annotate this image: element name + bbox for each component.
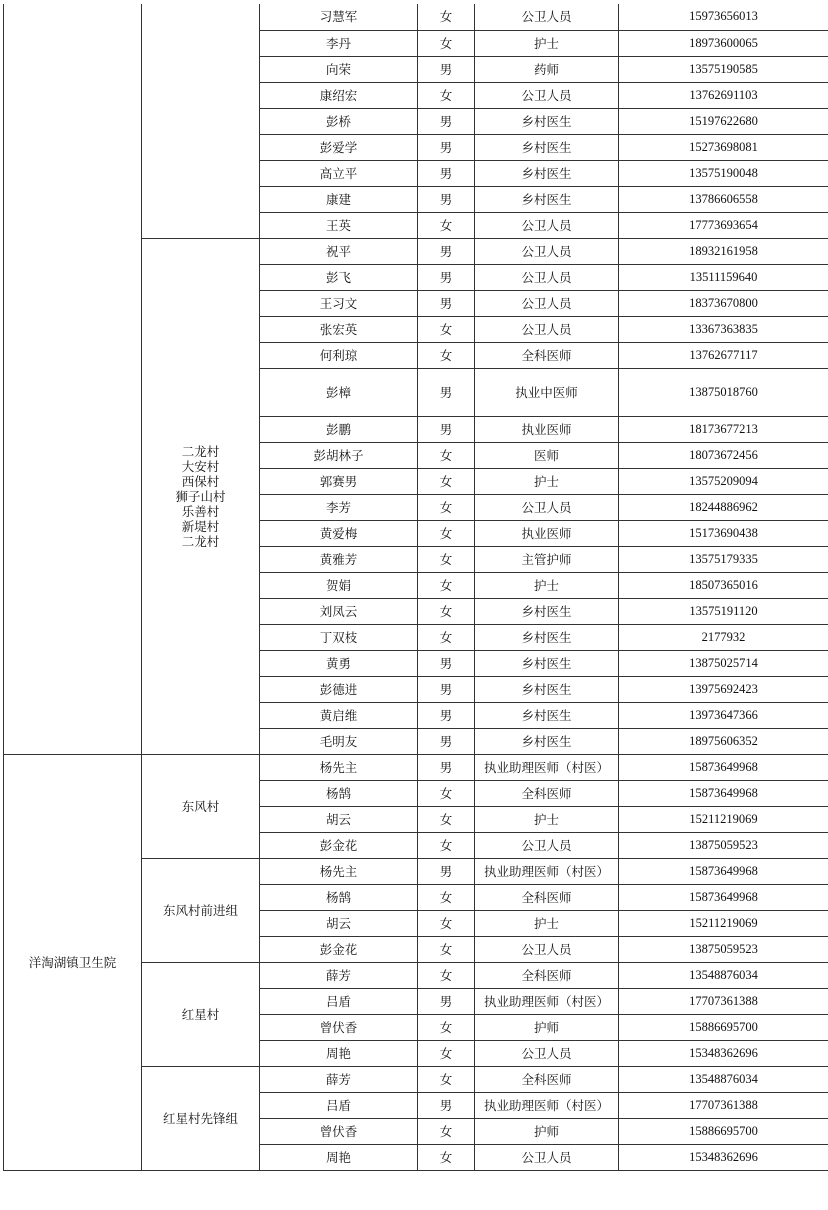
staff-gender: 女	[418, 572, 475, 598]
staff-name: 彭金花	[260, 832, 418, 858]
staff-gender: 女	[418, 342, 475, 368]
staff-phone: 15873649968	[619, 884, 828, 910]
staff-name: 张宏英	[260, 316, 418, 342]
staff-phone: 18932161958	[619, 238, 828, 264]
staff-name: 薛芳	[260, 1066, 418, 1092]
staff-gender: 女	[418, 1144, 475, 1170]
staff-gender: 女	[418, 1118, 475, 1144]
staff-name: 黄爱梅	[260, 520, 418, 546]
staff-phone: 13575209094	[619, 468, 828, 494]
staff-role: 护士	[475, 572, 619, 598]
staff-gender: 女	[418, 910, 475, 936]
staff-role: 公卫人员	[475, 212, 619, 238]
staff-role: 主管护师	[475, 546, 619, 572]
staff-gender: 男	[418, 238, 475, 264]
staff-name: 王习文	[260, 290, 418, 316]
staff-role: 乡村医生	[475, 134, 619, 160]
staff-role: 公卫人员	[475, 264, 619, 290]
staff-phone: 13511159640	[619, 264, 828, 290]
staff-phone: 15873649968	[619, 754, 828, 780]
staff-name: 毛明友	[260, 728, 418, 754]
staff-phone: 15273698081	[619, 134, 828, 160]
staff-gender: 女	[418, 1040, 475, 1066]
staff-phone: 13575190585	[619, 56, 828, 82]
staff-gender: 男	[418, 988, 475, 1014]
staff-gender: 男	[418, 290, 475, 316]
staff-gender: 女	[418, 494, 475, 520]
staff-phone: 13367363835	[619, 316, 828, 342]
staff-name: 彭金花	[260, 936, 418, 962]
staff-gender: 女	[418, 82, 475, 108]
staff-name: 曾伏香	[260, 1014, 418, 1040]
staff-role: 药师	[475, 56, 619, 82]
staff-role: 乡村医生	[475, 598, 619, 624]
staff-name: 吕盾	[260, 1092, 418, 1118]
staff-name: 周艳	[260, 1040, 418, 1066]
staff-role: 护师	[475, 1014, 619, 1040]
village-hongxing-xianfeng: 红星村先锋组	[142, 1066, 260, 1170]
staff-role: 全科医师	[475, 1066, 619, 1092]
staff-name: 周艳	[260, 1144, 418, 1170]
staff-gender: 女	[418, 936, 475, 962]
staff-phone: 18073672456	[619, 442, 828, 468]
staff-phone: 13762677117	[619, 342, 828, 368]
staff-phone: 13875059523	[619, 936, 828, 962]
staff-gender: 男	[418, 264, 475, 290]
village-name: 二龙村	[181, 443, 220, 459]
staff-phone: 15873649968	[619, 780, 828, 806]
staff-name: 彭飞	[260, 264, 418, 290]
staff-phone: 13548876034	[619, 962, 828, 988]
staff-role: 护士	[475, 910, 619, 936]
staff-phone: 13548876034	[619, 1066, 828, 1092]
staff-gender: 男	[418, 108, 475, 134]
staff-name: 黄启维	[260, 702, 418, 728]
staff-gender: 女	[418, 832, 475, 858]
village-dongfeng: 东风村	[142, 754, 260, 858]
village-name: 乐善村	[181, 503, 220, 519]
staff-roster-table	[3, 4, 828, 1171]
staff-name: 黄雅芳	[260, 546, 418, 572]
staff-role: 乡村医生	[475, 160, 619, 186]
staff-phone: 13875059523	[619, 832, 828, 858]
staff-phone: 13973647366	[619, 702, 828, 728]
staff-role: 乡村医生	[475, 728, 619, 754]
village-dongfeng-qianjin: 东风村前进组	[142, 858, 260, 962]
staff-name: 向荣	[260, 56, 418, 82]
staff-role: 医师	[475, 442, 619, 468]
staff-name: 丁双枝	[260, 624, 418, 650]
roster-body	[4, 4, 828, 1170]
village-cell-continued	[142, 4, 260, 238]
staff-gender: 女	[418, 316, 475, 342]
staff-role: 公卫人员	[475, 936, 619, 962]
staff-gender: 女	[418, 212, 475, 238]
staff-role: 全科医师	[475, 780, 619, 806]
staff-gender: 女	[418, 780, 475, 806]
staff-name: 吕盾	[260, 988, 418, 1014]
staff-name: 彭鹏	[260, 416, 418, 442]
staff-name: 彭胡林子	[260, 442, 418, 468]
staff-gender: 男	[418, 858, 475, 884]
staff-gender: 男	[418, 56, 475, 82]
village-name: 西保村	[181, 473, 220, 489]
staff-role: 执业助理医师（村医）	[475, 754, 619, 780]
staff-phone: 15886695700	[619, 1014, 828, 1040]
staff-gender: 女	[418, 4, 475, 30]
staff-name: 贺娟	[260, 572, 418, 598]
village-name: 大安村	[181, 458, 220, 474]
staff-phone: 18507365016	[619, 572, 828, 598]
staff-phone: 15973656013	[619, 4, 828, 30]
staff-role: 公卫人员	[475, 316, 619, 342]
staff-gender: 女	[418, 520, 475, 546]
staff-gender: 女	[418, 598, 475, 624]
staff-phone: 13875018760	[619, 368, 828, 416]
staff-phone: 15211219069	[619, 806, 828, 832]
staff-name: 杨先主	[260, 754, 418, 780]
staff-gender: 男	[418, 1092, 475, 1118]
staff-role: 乡村医生	[475, 650, 619, 676]
staff-gender: 男	[418, 702, 475, 728]
staff-role: 公卫人员	[475, 1040, 619, 1066]
staff-phone: 15873649968	[619, 858, 828, 884]
staff-phone: 13875025714	[619, 650, 828, 676]
staff-phone: 15197622680	[619, 108, 828, 134]
staff-name: 黄勇	[260, 650, 418, 676]
staff-gender: 男	[418, 416, 475, 442]
village-hongxing: 红星村	[142, 962, 260, 1066]
staff-name: 薛芳	[260, 962, 418, 988]
staff-phone: 13975692423	[619, 676, 828, 702]
staff-role: 护士	[475, 30, 619, 56]
staff-name: 彭德进	[260, 676, 418, 702]
staff-phone: 15886695700	[619, 1118, 828, 1144]
staff-role: 执业助理医师（村医）	[475, 1092, 619, 1118]
staff-role: 护士	[475, 806, 619, 832]
staff-name: 习慧军	[260, 4, 418, 30]
staff-role: 全科医师	[475, 342, 619, 368]
staff-role: 执业助理医师（村医）	[475, 988, 619, 1014]
staff-gender: 女	[418, 546, 475, 572]
staff-phone: 18973600065	[619, 30, 828, 56]
staff-role: 乡村医生	[475, 702, 619, 728]
staff-role: 公卫人员	[475, 82, 619, 108]
staff-gender: 男	[418, 754, 475, 780]
staff-role: 公卫人员	[475, 290, 619, 316]
staff-name: 王英	[260, 212, 418, 238]
staff-gender: 男	[418, 160, 475, 186]
staff-role: 执业中医师	[475, 368, 619, 416]
staff-gender: 男	[418, 728, 475, 754]
hospital-cell-continued	[4, 4, 142, 754]
staff-gender: 女	[418, 442, 475, 468]
document-page	[3, 4, 828, 1171]
hospital-name: 洋淘湖镇卫生院	[4, 754, 142, 1170]
staff-gender: 男	[418, 134, 475, 160]
staff-role: 护士	[475, 468, 619, 494]
staff-role: 公卫人员	[475, 238, 619, 264]
staff-gender: 女	[418, 468, 475, 494]
table-row	[4, 754, 828, 780]
staff-phone: 17773693654	[619, 212, 828, 238]
staff-name: 何利琼	[260, 342, 418, 368]
staff-phone: 13786606558	[619, 186, 828, 212]
staff-name: 康绍宏	[260, 82, 418, 108]
staff-phone: 18244886962	[619, 494, 828, 520]
staff-name: 康建	[260, 186, 418, 212]
staff-role: 公卫人员	[475, 832, 619, 858]
staff-name: 杨鹄	[260, 780, 418, 806]
staff-gender: 男	[418, 186, 475, 212]
staff-name: 杨先主	[260, 858, 418, 884]
staff-phone: 2177932	[619, 624, 828, 650]
staff-name: 彭桥	[260, 108, 418, 134]
staff-phone: 15348362696	[619, 1040, 828, 1066]
staff-phone: 18173677213	[619, 416, 828, 442]
staff-phone: 13575190048	[619, 160, 828, 186]
staff-role: 乡村医生	[475, 108, 619, 134]
staff-role: 乡村医生	[475, 676, 619, 702]
table-row	[4, 4, 828, 30]
staff-phone: 17707361388	[619, 1092, 828, 1118]
staff-role: 公卫人员	[475, 4, 619, 30]
staff-role: 乡村医生	[475, 624, 619, 650]
staff-phone: 13575179335	[619, 546, 828, 572]
staff-role: 执业医师	[475, 416, 619, 442]
staff-name: 曾伏香	[260, 1118, 418, 1144]
staff-role: 护师	[475, 1118, 619, 1144]
staff-name: 刘凤云	[260, 598, 418, 624]
staff-phone: 13575191120	[619, 598, 828, 624]
staff-name: 李丹	[260, 30, 418, 56]
staff-name: 胡云	[260, 806, 418, 832]
staff-phone: 15211219069	[619, 910, 828, 936]
staff-gender: 女	[418, 30, 475, 56]
staff-name: 祝平	[260, 238, 418, 264]
staff-phone: 13762691103	[619, 82, 828, 108]
staff-role: 全科医师	[475, 962, 619, 988]
staff-gender: 女	[418, 624, 475, 650]
staff-name: 郭赛男	[260, 468, 418, 494]
staff-name: 彭樟	[260, 368, 418, 416]
staff-role: 乡村医生	[475, 186, 619, 212]
staff-phone: 17707361388	[619, 988, 828, 1014]
staff-phone: 18373670800	[619, 290, 828, 316]
village-list	[142, 238, 260, 754]
village-name: 二龙村	[181, 533, 220, 549]
staff-role: 公卫人员	[475, 494, 619, 520]
village-name: 新堤村	[181, 518, 220, 534]
staff-gender: 男	[418, 368, 475, 416]
staff-gender: 女	[418, 806, 475, 832]
staff-gender: 女	[418, 884, 475, 910]
village-name: 狮子山村	[175, 488, 226, 504]
staff-role: 执业助理医师（村医）	[475, 858, 619, 884]
staff-name: 高立平	[260, 160, 418, 186]
staff-phone: 18975606352	[619, 728, 828, 754]
staff-phone: 15173690438	[619, 520, 828, 546]
staff-role: 执业医师	[475, 520, 619, 546]
staff-name: 彭爱学	[260, 134, 418, 160]
staff-gender: 女	[418, 1066, 475, 1092]
staff-phone: 15348362696	[619, 1144, 828, 1170]
staff-gender: 女	[418, 962, 475, 988]
staff-name: 胡云	[260, 910, 418, 936]
staff-gender: 男	[418, 676, 475, 702]
staff-name: 杨鹄	[260, 884, 418, 910]
staff-gender: 男	[418, 650, 475, 676]
staff-role: 公卫人员	[475, 1144, 619, 1170]
staff-gender: 女	[418, 1014, 475, 1040]
staff-role: 全科医师	[475, 884, 619, 910]
staff-name: 李芳	[260, 494, 418, 520]
